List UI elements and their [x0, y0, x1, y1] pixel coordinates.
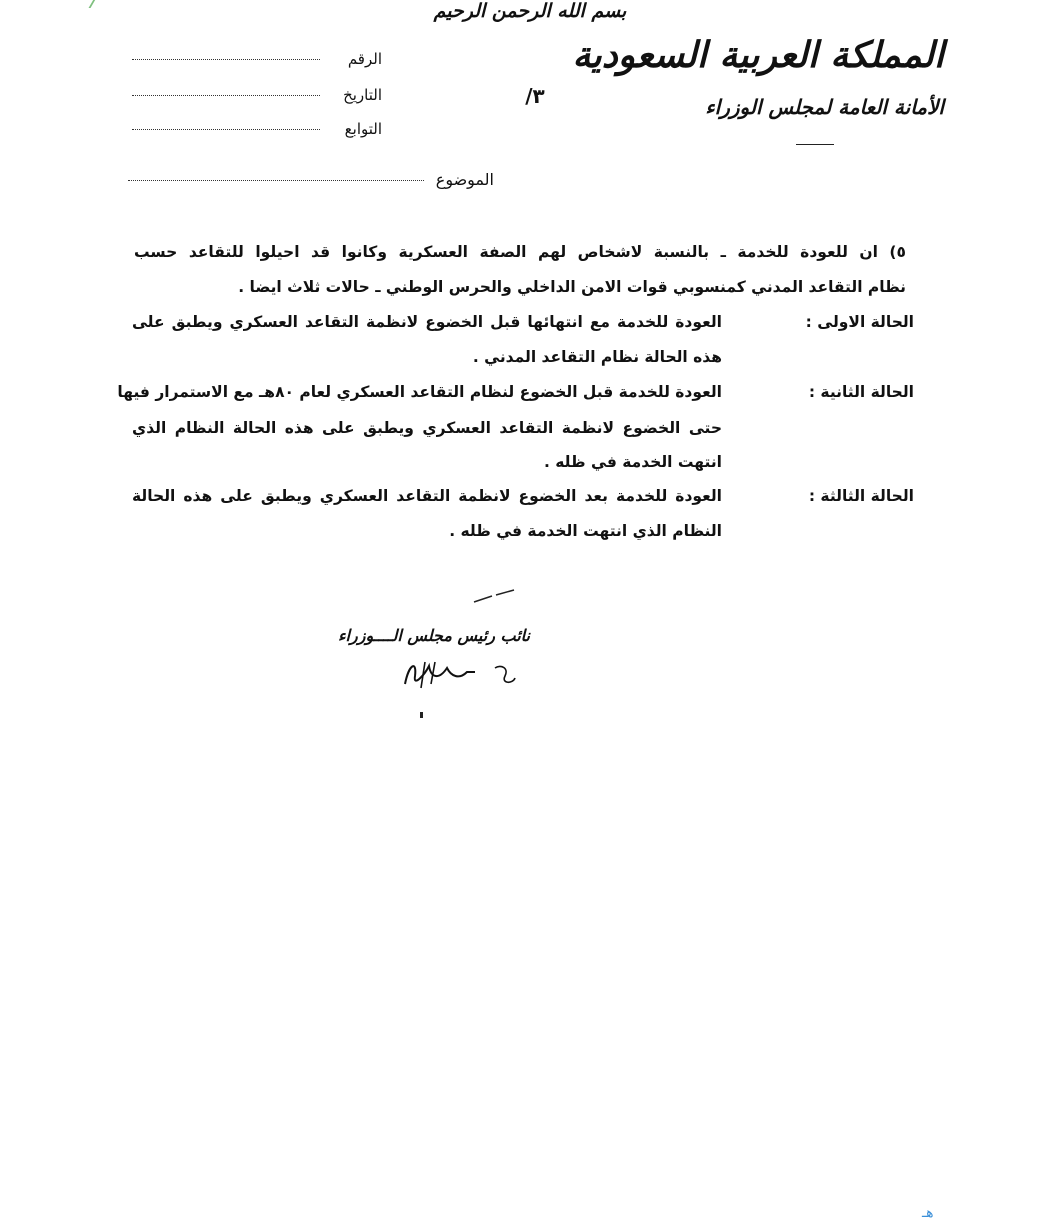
number-dotted-line [132, 58, 320, 60]
case-3-line-1: العودة للخدمة بعد الخضوع لانظمة التقاعد العسكري ويطبق على هذه الحالة [132, 487, 722, 505]
intro-line-2: نظام التقاعد المدني كمنسوبي قوات الامن الداخلي والحرس الوطني ـ حالات ثلاث ايضا . [238, 278, 906, 296]
case-1-label: الحالة الاولى : [805, 313, 914, 331]
case-2-line-3: انتهت الخدمة في ظله . [544, 453, 722, 471]
case-2-line-2: حتى الخضوع لانظمة التقاعد العسكري ويطبق على هذه الحالة النظام الذي [132, 419, 722, 437]
letterhead-rule [796, 144, 834, 145]
ink-dot [420, 712, 423, 718]
subject-field [128, 170, 494, 189]
letterhead-secretariat: الأمانة العامة لمجلس الوزراء [705, 95, 944, 119]
intro-line-1: ٥) ان للعودة للخدمة ـ بالنسبة لاشخاص لهم الصفة العسكرية وكانوا قد احيلوا للتقاعد حسب [134, 243, 906, 261]
case-1-line-2: هذه الحالة نظام التقاعد المدني . [472, 348, 722, 366]
handwritten-signature [395, 654, 525, 694]
attachments-label: التوابع [344, 120, 382, 138]
case-3-label: الحالة الثالثة : [808, 487, 914, 505]
signature-title: نائب رئيس مجلس الــــوزراء [338, 626, 530, 645]
case-3-line-2: النظام الذي انتهت الخدمة في ظله . [449, 522, 722, 540]
reference-number: ٣/ [525, 84, 545, 108]
basmala: بسم الله الرحمن الرحيم [433, 0, 627, 22]
date-dotted-line [132, 94, 320, 96]
signature-stroke-mark [470, 586, 520, 606]
subject-dotted-line [128, 179, 424, 181]
case-2-line-1: العودة للخدمة قبل الخضوع لنظام التقاعد العسكري لعام ٨٠هـ مع الاستمرار فيها [117, 383, 722, 401]
corner-mark [89, 0, 114, 8]
case-2-label: الحالة الثانية : [808, 383, 914, 401]
subject-label: الموضوع [435, 170, 494, 189]
number-label: الرقم [347, 50, 382, 68]
letterhead-kingdom: المملكة العربية السعودية [572, 34, 944, 76]
case-1-line-1: العودة للخدمة مع انتهائها قبل الخضوع لانظمة التقاعد العسكري ويطبق على [132, 313, 722, 331]
number-field [132, 50, 382, 68]
attachments-dotted-line [132, 128, 320, 130]
date-field [132, 86, 382, 104]
attachments-field [132, 120, 382, 138]
date-label: التاريخ [343, 86, 382, 104]
footer-mark: هـ [922, 1205, 934, 1221]
